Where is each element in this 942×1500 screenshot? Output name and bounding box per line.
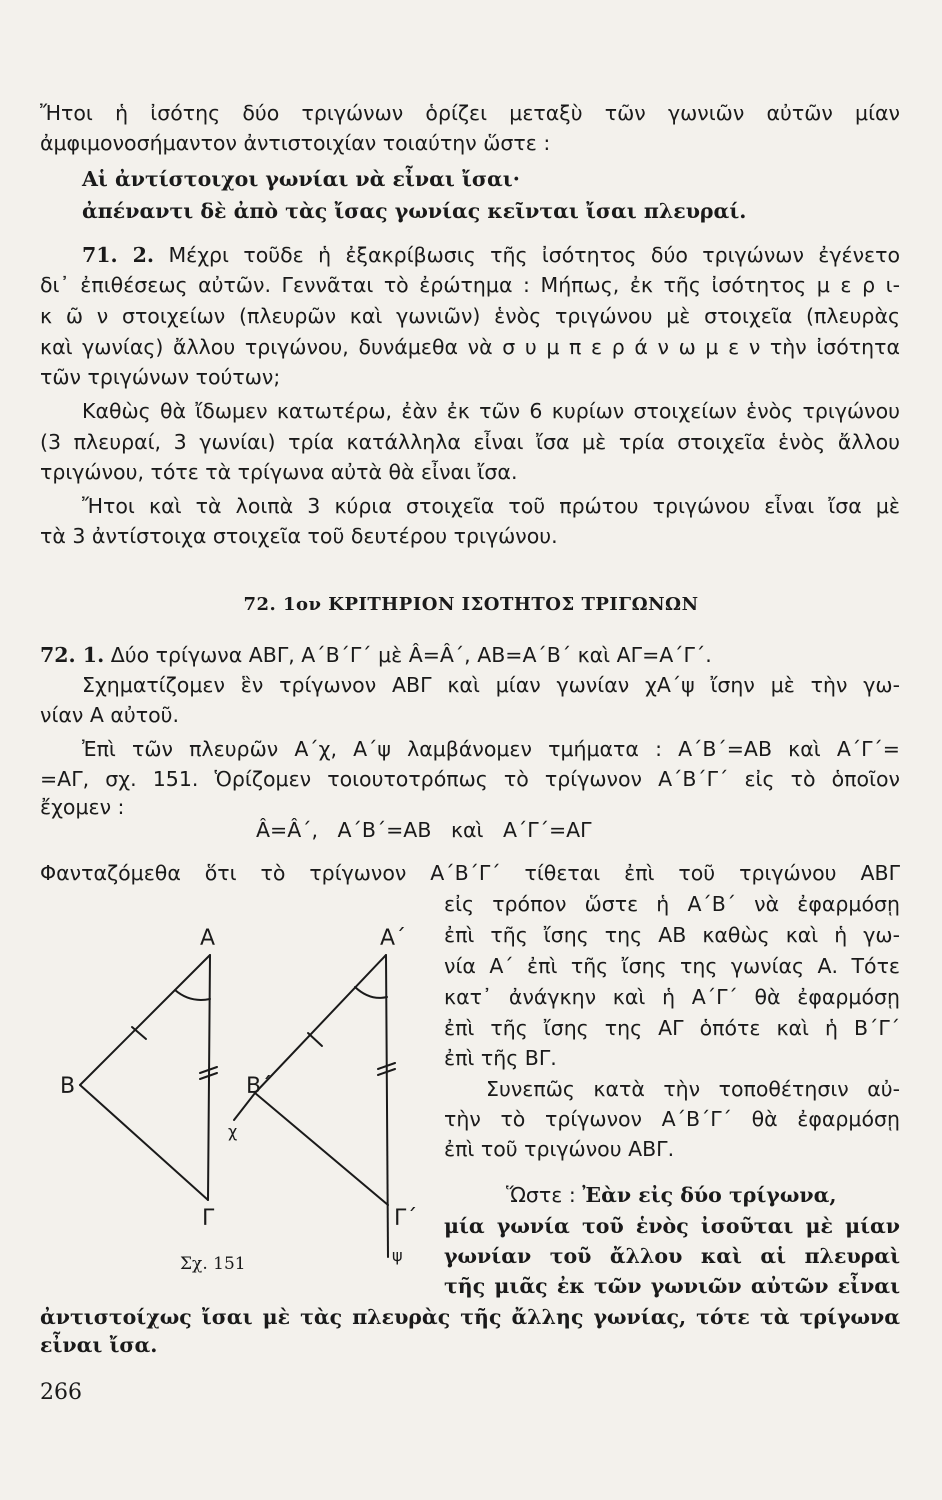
label-psi: ψ (392, 1246, 403, 1265)
angle-arc-A (175, 990, 210, 1000)
sec72-line-7: Φανταζόμεθα ὅτι τὸ τρίγωνον Α΄Β΄Γ΄ τίθεται ἐπὶ τοῦ τριγώνου ΑΒΓ (40, 861, 900, 885)
intro-line-1: Ἤτοι ἡ ἰσότης δύο τριγώνων ὁρίζει μεταξὺ τῶν γωνιῶν αὐτῶν μίαν (40, 101, 900, 125)
col-line-8: τὴν τὸ τρίγωνον Α΄Β΄Γ΄ θὰ ἐφαρμόσῃ (444, 1107, 900, 1131)
sec71-p2-line-2: (3 πλευραί, 3 γωνίαι) τρία κατάλληλα εἶναι ἴσα μὲ τρία στοιχεῖα ἑνὸς ἄλλου (40, 430, 900, 454)
col-line-6: ἐπὶ τῆς ΒΓ. (444, 1046, 557, 1070)
sec71-line-1 (40, 242, 900, 268)
intro-line-2: ἀμφιμονοσήμαντον ἀντιστοιχίαν τοιαύτην ὥστε : (40, 131, 551, 155)
rule-line-2: ἀπέναντι δὲ ἀπὸ τὰς ἴσας γωνίας κεῖνται ἴσαι πλευραί. (82, 199, 747, 223)
sec72-line-1 (40, 642, 900, 668)
label-B2: Β΄ (246, 1074, 273, 1099)
label-A: Α (200, 926, 216, 951)
col-line-11: μία γωνία τοῦ ἑνὸς ἰσοῦται μὲ μίαν (444, 1214, 900, 1238)
sec72-text-1: Δύο τρίγωνα ΑΒΓ, Α΄Β΄Γ΄ μὲ Â=Â΄, ΑΒ=Α΄Β΄ καὶ ΑΓ=Α΄Γ΄. (110, 643, 712, 667)
side-B2G2 (255, 1093, 388, 1205)
final-line-2: εἶναι ἴσα. (40, 1333, 158, 1357)
col-line-10 (444, 1182, 900, 1208)
col-line-2: ἐπὶ τῆς ἴσης της ΑΒ καθὼς καὶ ἡ γω- (444, 923, 900, 947)
sec71-number: 71. 2. (82, 243, 155, 267)
sec71-line-5: τῶν τριγώνων τούτων; (40, 365, 281, 389)
conclusion-prefix: Ὥστε : (506, 1183, 583, 1207)
sec72-line-5: =ΑΓ, σχ. 151. Ὁρίζομεν τοιουτοτρόπως τὸ τρίγωνον Α΄Β΄Γ΄ εἰς τὸ ὁποῖον (40, 767, 900, 791)
side-BG (80, 1085, 208, 1200)
side-AG (208, 955, 210, 1200)
sec71-line-4: καὶ γωνίας) ἄλλου τριγώνου, δυνάμεθα νὰ σ υ μ π ε ρ ά ν ω μ ε ν τὴν ἰσότητα (40, 335, 900, 359)
angle-arc-A2 (355, 987, 387, 998)
sec72-number: 72. 1. (40, 643, 105, 667)
col-line-4: κατ᾽ ἀνάγκην καὶ ἡ Α΄Γ΄ θὰ ἐφαρμόσῃ (444, 985, 900, 1009)
sec72-line-2: Σχηματίζομεν ἓν τρίγωνον ΑΒΓ καὶ μίαν γωνίαν χΑ΄ψ ἴσην μὲ τὴν γω- (82, 673, 900, 697)
tick-A2B2 (308, 1033, 322, 1046)
col-line-5: ἐπὶ τῆς ἴσης της ΑΓ ὁπότε καὶ ἡ Β΄Γ΄ (444, 1016, 900, 1040)
label-G2: Γ΄ (394, 1206, 418, 1231)
col-line-9: ἐπὶ τοῦ τριγώνου ΑΒΓ. (444, 1137, 675, 1161)
sec71-p2-line-1: Καθὼς θὰ ἴδωμεν κατωτέρω, ἐὰν ἐκ τῶν 6 κυρίων στοιχείων ἑνὸς τριγώνου (82, 399, 900, 423)
conclusion-start: Ἐὰν εἰς δύο τρίγωνα, (582, 1183, 837, 1207)
col-line-1: εἰς τρόπον ὥστε ἡ Α΄Β΄ νὰ ἐφαρμόσῃ (444, 892, 900, 916)
figure-caption: Σχ. 151 (180, 1254, 246, 1274)
sec71-line-3: κ ῶ ν στοιχείων (πλευρῶν καὶ γωνιῶν) ἑνὸς τριγώνου μὲ στοιχεῖα (πλευρὰς (40, 304, 900, 328)
label-G: Γ (202, 1206, 215, 1231)
side-A2B2 (255, 955, 386, 1093)
sec71-p3-line-1: Ἤτοι καὶ τὰ λοιπὰ 3 κύρια στοιχεῖα τοῦ πρώτου τριγώνου εἶναι ἴσα μὲ (82, 494, 900, 518)
label-chi: χ (228, 1122, 238, 1141)
final-line-1: ἀντιστοίχως ἴσαι μὲ τὰς πλευρὰς τῆς ἄλλης γωνίας, τότε τὰ τρίγωνα (40, 1305, 900, 1329)
side-AB (80, 955, 210, 1085)
equality-formula: Â=Â΄, Α΄Β΄=ΑΒ καὶ Α΄Γ΄=ΑΓ (256, 818, 592, 842)
ray-psi (386, 955, 388, 1257)
sec72-line-4: Ἐπὶ τῶν πλευρῶν Α΄χ, Α΄ψ λαμβάνομεν τμήματα : Α΄Β΄=ΑΒ καὶ Α΄Γ΄= (82, 737, 900, 761)
tick-AB (132, 1027, 146, 1039)
section-heading: 72. 1ον ΚΡΙΤΗΡΙΟΝ ΙΣΟΤΗΤΟΣ ΤΡΙΓΩΝΩΝ (243, 594, 699, 615)
label-B: Β (60, 1074, 76, 1099)
col-line-7: Συνεπῶς κατὰ τὴν τοποθέτησιν αὐ- (486, 1077, 900, 1101)
col-line-3: νία Α΄ ἐπὶ τῆς ἴσης της γωνίας Α. Τότε (444, 954, 900, 978)
sec72-line-6: ἔχομεν : (40, 795, 125, 819)
col-line-13: τῆς μιᾶς ἐκ τῶν γωνιῶν αὐτῶν εἶναι (444, 1274, 900, 1298)
sec71-text-1: Μέχρι τοῦδε ἡ ἐξακρίβωσις τῆς ἰσότητος δύο τριγώνων ἐγένετο (168, 243, 900, 267)
sec71-p2-line-3: τριγώνου, τότε τὰ τρίγωνα αὐτὰ θὰ εἶναι ἴσα. (40, 460, 518, 484)
col-line-12: γωνίαν τοῦ ἄλλου καὶ αἱ πλευραὶ (444, 1244, 900, 1268)
sec71-p3-line-2: τὰ 3 ἀντίστοιχα στοιχεῖα τοῦ δευτέρου τριγώνου. (40, 524, 558, 548)
rule-line-1: Αἱ ἀντίστοιχοι γωνίαι νὰ εἶναι ἴσαι· (82, 167, 520, 191)
sec72-line-3: νίαν Α αὐτοῦ. (40, 703, 180, 727)
sec71-line-2: δι᾽ ἐπιθέσεως αὐτῶν. Γεννᾶται τὸ ἐρώτημα : Μήπως, ἐκ τῆς ἰσότητος μ ε ρ ι- (40, 273, 900, 297)
page-number: 266 (40, 1380, 82, 1405)
label-A2: Α΄ (380, 926, 407, 951)
